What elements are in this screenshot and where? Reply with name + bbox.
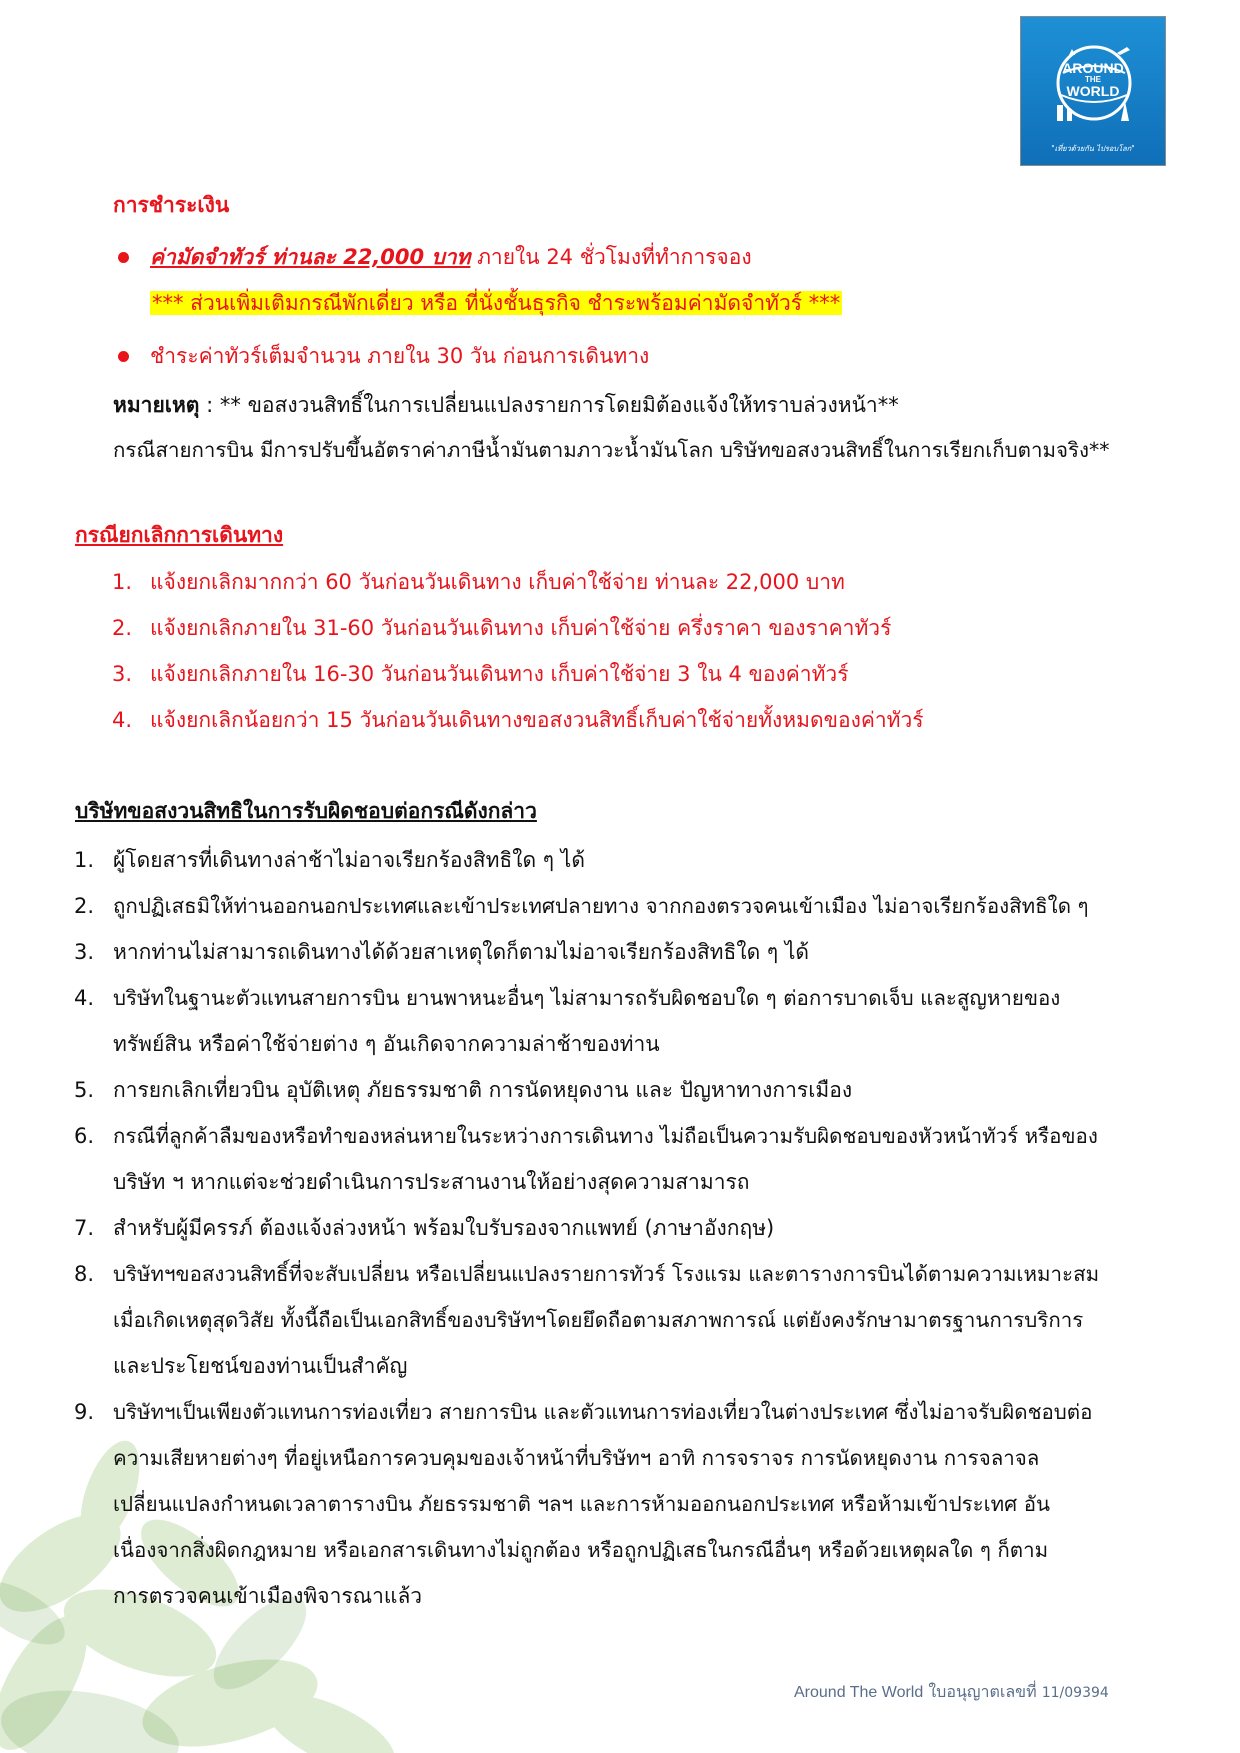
rights-item-line: การยกเลิกเที่ยวบิน อุบัติเหตุ ภัยธรรมชาติ การนัดหยุดงาน และ ปัญหาทางการเมือง bbox=[113, 1078, 853, 1102]
rights-item-number: 2. bbox=[73, 894, 94, 918]
rights-item-number: 8. bbox=[73, 1262, 94, 1286]
logo-text-world: WORLD bbox=[1066, 83, 1120, 99]
cancel-item-number: 2. bbox=[111, 616, 132, 640]
rights-item-line: หากท่านไม่สามารถเดินทางได้ด้วยสาเหตุใดก็ตามไม่อาจเรียกร้องสิทธิใด ๆ ได้ bbox=[113, 940, 810, 964]
cancel-item-number: 1. bbox=[111, 570, 132, 594]
rights-item-line: สำหรับผู้มีครรภ์ ต้องแจ้งล่วงหน้า พร้อมใบรับรองจากแพทย์ (ภาษาอังกฤษ) bbox=[113, 1216, 775, 1240]
rights-item-number: 1. bbox=[73, 848, 94, 872]
rights-item-line: ถูกปฏิเสธมิให้ท่านออกนอกประเทศและเข้าประเทศปลายทาง จากกองตรวจคนเข้าเมือง ไม่อาจเรียกร้องสิทธิใด ๆ bbox=[113, 894, 1089, 918]
rights-item-number: 9. bbox=[73, 1400, 94, 1424]
rights-item-line: เปลี่ยนแปลงกำหนดเวลาตารางบิน ภัยธรรมชาติ ฯลฯ และการห้ามออกนอกประเทศ หรือห้ามเข้าประเทศ อัน bbox=[113, 1492, 1051, 1516]
rights-item-number: 3. bbox=[73, 940, 94, 964]
logo-text-around: AROUND bbox=[1062, 60, 1124, 76]
cancel-item: แจ้งยกเลิกภายใน 31-60 วันก่อนวันเดินทาง เก็บค่าใช้จ่าย ครึ่งราคา ของราคาทัวร์ bbox=[150, 616, 892, 640]
rights-item-line: ความเสียหายต่างๆ ที่อยู่เหนือการควบคุมของเจ้าหน้าที่บริษัทฯ อาทิ การจราจร การนัดหยุดงาน การจลาจล bbox=[113, 1446, 1040, 1470]
payment-heading: การชำระเงิน bbox=[113, 193, 230, 217]
logo-tagline: "เที่ยวด้วยกัน ไปรอบโลก" bbox=[1051, 144, 1135, 153]
note-label: หมายเหตุ bbox=[113, 393, 200, 417]
bullet-icon bbox=[118, 351, 129, 362]
cancel-item: แจ้งยกเลิกมากกว่า 60 วันก่อนวันเดินทาง เก็บค่าใช้จ่าย ท่านละ 22,000 บาท bbox=[150, 570, 845, 594]
payment-highlight-note bbox=[150, 288, 842, 318]
company-logo bbox=[1020, 16, 1166, 166]
rights-item-line: เนื่องจากสิ่งผิดกฎหมาย หรือเอกสารเดินทางไม่ถูกต้อง หรือถูกปฏิเสธในกรณีอื่นๆ หรือด้วยเหตุผลใด ๆ ก็ตาม bbox=[113, 1538, 1049, 1562]
logo-text-the: THE bbox=[1085, 75, 1101, 84]
cancel-item: แจ้งยกเลิกน้อยกว่า 15 วันก่อนวันเดินทางขอสงวนสิทธิ์เก็บค่าใช้จ่ายทั้งหมดของค่าทัวร์ bbox=[150, 708, 924, 732]
rights-item-line: บริษัทฯขอสงวนสิทธิ์ที่จะสับเปลี่ยน หรือเปลี่ยนแปลงรายการทัวร์ โรงแรม และตารางการบินได้ตามความเหมาะสม bbox=[113, 1262, 1100, 1286]
footer-license-number: 11/09394 bbox=[1041, 1685, 1109, 1701]
rights-item-number: 6. bbox=[73, 1124, 94, 1148]
rights-item-line: บริษัทในฐานะตัวแทนสายการบิน ยานพาหนะอื่นๆ ไม่สามารถรับผิดชอบใด ๆ ต่อการบาดเจ็บ และสูญหายของ bbox=[113, 986, 1061, 1010]
rights-item-number: 4. bbox=[73, 986, 94, 1010]
rights-item-number: 5. bbox=[73, 1078, 94, 1102]
footer-license bbox=[794, 1680, 1109, 1705]
footer-brand: Around The World bbox=[794, 1684, 924, 1701]
rights-item-line: ผู้โดยสารที่เดินทางล่าช้าไม่อาจเรียกร้องสิทธิใด ๆ ได้ bbox=[113, 848, 585, 872]
rights-heading: บริษัทขอสงวนสิทธิในการรับผิดชอบต่อกรณีดังกล่าว bbox=[75, 799, 537, 823]
rights-item-line: การตรวจคนเข้าเมืองพิจารณาแล้ว bbox=[113, 1584, 423, 1608]
payment-note bbox=[113, 390, 899, 420]
note-text: ** ขอสงวนสิทธิ์ในการเปลี่ยนแปลงรายการโดยมิต้องแจ้งให้ทราบล่วงหน้า** bbox=[219, 393, 899, 417]
deposit-deadline: ภายใน 24 ชั่วโมงที่ทำการจอง bbox=[477, 245, 752, 269]
deposit-amount: ค่ามัดจำทัวร์ ท่านละ 22,000 บาท bbox=[150, 245, 471, 269]
cancel-item-number: 3. bbox=[111, 662, 132, 686]
rights-item-line: และประโยชน์ของท่านเป็นสำคัญ bbox=[113, 1354, 408, 1378]
rights-item-line: กรณีที่ลูกค้าลืมของหรือทำของหล่นหายในระหว่างการเดินทาง ไม่ถือเป็นความรับผิดชอบของหัวหน้าทัวร์ หรือของ bbox=[113, 1124, 1098, 1148]
cancel-item-number: 4. bbox=[111, 708, 132, 732]
cancel-item: แจ้งยกเลิกภายใน 16-30 วันก่อนวันเดินทาง เก็บค่าใช้จ่าย 3 ใน 4 ของค่าทัวร์ bbox=[150, 662, 849, 686]
rights-item-number: 7. bbox=[73, 1216, 94, 1240]
rights-item-line: ทรัพย์สิน หรือค่าใช้จ่ายต่าง ๆ อันเกิดจากความล่าช้าของท่าน bbox=[113, 1032, 660, 1056]
rights-item-line: บริษัท ฯ หากแต่จะช่วยดำเนินการประสานงานให้อย่างสุดความสามารถ bbox=[113, 1170, 750, 1194]
note-separator: : bbox=[199, 393, 220, 417]
rights-item-line: เมื่อเกิดเหตุสุดวิสัย ทั้งนี้ถือเป็นเอกสิทธิ์ของบริษัทฯโดยยึดถือตามสภาพการณ์ แต่ยังคงรักษามาตรฐานการบริการ bbox=[113, 1308, 1084, 1332]
footer-license-label: ใบอนุญาตเลขที่ bbox=[928, 1682, 1037, 1701]
cancel-heading: กรณียกเลิกการเดินทาง bbox=[75, 523, 284, 547]
payment-item-1 bbox=[150, 242, 752, 272]
highlight-note-text: *** ส่วนเพิ่มเติมกรณีพักเดี่ยว หรือ ที่นั่งชั้นธุรกิจ ชำระพร้อมค่ามัดจำทัวร์ *** bbox=[152, 291, 841, 315]
payment-note-line-2: กรณีสายการบิน มีการปรับขึ้นอัตราค่าภาษีน้ำมันตามภาวะน้ำมันโลก บริษัทขอสงวนสิทธิ์ในการเรียกเก็บตามจริง** bbox=[113, 438, 1110, 462]
bullet-icon bbox=[118, 252, 129, 263]
payment-item-2: ชำระค่าทัวร์เต็มจำนวน ภายใน 30 วัน ก่อนการเดินทาง bbox=[150, 344, 650, 368]
rights-item-line: บริษัทฯเป็นเพียงตัวแทนการท่องเที่ยว สายการบิน และตัวแทนการท่องเที่ยวในต่างประเทศ ซึ่งไม่อาจรับผิดชอบต่อ bbox=[113, 1400, 1093, 1424]
